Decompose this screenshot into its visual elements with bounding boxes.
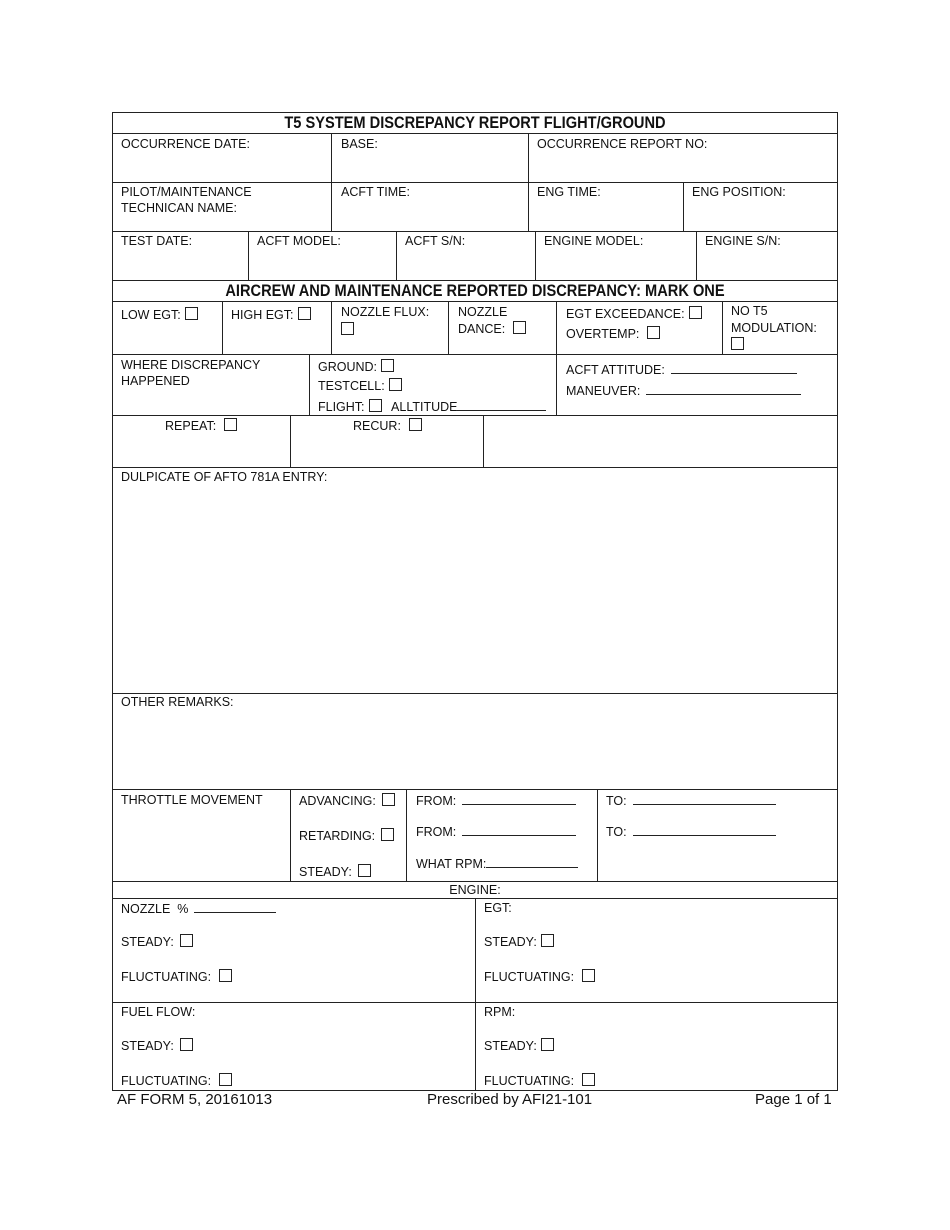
section-title: AIRCREW AND MAINTENANCE REPORTED DISCREPANCY: MARK ONE (225, 281, 725, 300)
altitude-line[interactable] (457, 398, 546, 411)
acft-sn-label: ACFT S/N: (405, 234, 466, 248)
recur-field (353, 418, 422, 434)
rpm-steady-label: STEADY: (484, 1039, 537, 1053)
advancing-checkbox[interactable] (382, 793, 395, 806)
nozzle-percent-label: NOZZLE % (121, 902, 189, 916)
border-left (112, 112, 113, 1091)
egt-steady-label: STEADY: (484, 935, 537, 949)
overtemp-checkbox[interactable] (647, 326, 660, 339)
fuel-flow-label: FUEL FLOW: (121, 1005, 196, 1019)
nozzle-dance-label-2: DANCE: (458, 322, 506, 336)
retarding-label: RETARDING: (299, 829, 376, 843)
row-line (112, 301, 838, 302)
acft-model-label: ACFT MODEL: (257, 234, 341, 248)
form-title: T5 SYSTEM DISCREPANCY REPORT FLIGHT/GROUND (284, 113, 666, 132)
fuel-steady-label: STEADY: (121, 1039, 174, 1053)
pilot-name-label: PILOT/MAINTENANCE TECHNICAN NAME: (121, 185, 252, 215)
advancing-label: ADVANCING: (299, 794, 376, 808)
nozzle-steady-field (121, 934, 193, 950)
col-line (528, 133, 529, 231)
no-t5-checkbox[interactable] (731, 337, 744, 350)
what-rpm-field (416, 855, 578, 872)
egt-exceedance-checkbox[interactable] (689, 306, 702, 319)
overtemp-field (566, 326, 660, 342)
what-rpm-line[interactable] (486, 855, 578, 868)
duplicate-entry-label: DULPICATE OF AFTO 781A ENTRY: (121, 470, 328, 484)
nozzle-dance-field (458, 321, 526, 337)
no-t5-box (731, 337, 744, 353)
testcell-label: TESTCELL: (318, 379, 385, 393)
repeat-checkbox[interactable] (224, 418, 237, 431)
where-label: WHERE DISCREPANCY HAPPENED (121, 358, 261, 388)
maneuver-label: MANEUVER: (566, 384, 641, 398)
col-line (448, 301, 449, 354)
advancing-field (299, 793, 395, 809)
prescribed-by: Prescribed by AFI21-101 (427, 1091, 593, 1108)
nozzle-percent-field (121, 900, 276, 917)
throttle-steady-checkbox[interactable] (358, 864, 371, 877)
col-line (222, 301, 223, 354)
base-label: BASE: (341, 137, 378, 151)
other-remarks-label: OTHER REMARKS: (121, 695, 234, 709)
fuel-steady-field (121, 1038, 193, 1054)
to-line-2[interactable] (633, 823, 776, 836)
retarding-field (299, 828, 394, 844)
form-id: AF FORM 5, 20161013 (117, 1091, 273, 1108)
flight-checkbox[interactable] (369, 399, 382, 412)
acft-attitude-line[interactable] (671, 361, 797, 374)
throttle-steady-label: STEADY: (299, 865, 352, 879)
egt-fluctuating-checkbox[interactable] (582, 969, 595, 982)
fuel-fluctuating-field (121, 1073, 232, 1089)
recur-label: RECUR: (353, 419, 401, 433)
repeat-label: REPEAT: (165, 419, 217, 433)
nozzle-fluctuating-field (121, 969, 232, 985)
nozzle-fluctuating-label: FLUCTUATING: (121, 970, 212, 984)
altitude-label: ALLTITUDE (391, 400, 458, 414)
no-t5-label-2: MODULATION: (731, 321, 817, 335)
col-line (556, 301, 557, 354)
row-line (112, 182, 838, 183)
col-line (331, 301, 332, 354)
testcell-field (318, 378, 402, 394)
repeat-field (165, 418, 237, 434)
acft-attitude-field (566, 361, 797, 378)
rpm-fluctuating-checkbox[interactable] (582, 1073, 595, 1086)
nozzle-steady-label: STEADY: (121, 935, 174, 949)
low-egt-field (121, 307, 198, 323)
ground-checkbox[interactable] (381, 359, 394, 372)
nozzle-flux-checkbox[interactable] (341, 322, 354, 335)
from-line-2[interactable] (462, 823, 576, 836)
no-t5-label-1: NO T5 (731, 304, 768, 318)
testcell-checkbox[interactable] (389, 378, 402, 391)
nozzle-flux-box (341, 322, 354, 338)
col-line (483, 415, 484, 467)
fuel-fluctuating-label: FLUCTUATING: (121, 1074, 212, 1088)
engine-label: ENGINE: (449, 883, 501, 897)
rpm-fluctuating-field (484, 1073, 595, 1089)
to-label-2: TO: (606, 825, 627, 839)
to-field-1 (606, 792, 776, 809)
egt-steady-field (484, 934, 554, 950)
egt-label: EGT: (484, 901, 512, 915)
col-line (290, 789, 291, 881)
from-label-2: FROM: (416, 825, 457, 839)
row-line (112, 467, 838, 468)
retarding-checkbox[interactable] (381, 828, 394, 841)
row-line (112, 354, 838, 355)
overtemp-label: OVERTEMP: (566, 327, 640, 341)
from-field-1 (416, 792, 576, 809)
from-line-1[interactable] (462, 792, 576, 805)
row-line (112, 231, 838, 232)
engine-sn-label: ENGINE S/N: (705, 234, 781, 248)
flight-field (318, 398, 546, 415)
fuel-steady-checkbox[interactable] (180, 1038, 193, 1051)
maneuver-field (566, 382, 801, 399)
from-field-2 (416, 823, 576, 840)
recur-checkbox[interactable] (409, 418, 422, 431)
egt-fluctuating-field (484, 969, 595, 985)
rpm-steady-checkbox[interactable] (541, 1038, 554, 1051)
col-line (475, 898, 476, 1090)
col-line (290, 415, 291, 467)
throttle-movement-label: THROTTLE MOVEMENT (121, 793, 263, 807)
nozzle-flux-label: NOZZLE FLUX: (341, 305, 430, 319)
ground-label: GROUND: (318, 360, 378, 374)
to-line-1[interactable] (633, 792, 776, 805)
col-line (406, 789, 407, 881)
ground-field (318, 359, 394, 375)
occurrence-report-no-label: OCCURRENCE REPORT NO: (537, 137, 708, 151)
col-line (309, 354, 310, 415)
col-line (597, 789, 598, 881)
nozzle-fluctuating-checkbox[interactable] (219, 969, 232, 982)
to-label-1: TO: (606, 794, 627, 808)
rpm-label: RPM: (484, 1005, 516, 1019)
occurrence-date-label: OCCURRENCE DATE: (121, 137, 250, 151)
page-number: Page 1 of 1 (755, 1091, 832, 1108)
high-egt-label: HIGH EGT: (231, 308, 294, 322)
row-line (112, 415, 838, 416)
maneuver-line[interactable] (646, 382, 801, 395)
test-date-label: TEST DATE: (121, 234, 193, 248)
eng-position-label: ENG POSITION: (692, 185, 786, 199)
nozzle-dance-checkbox[interactable] (513, 321, 526, 334)
rpm-steady-field (484, 1038, 554, 1054)
nozzle-steady-checkbox[interactable] (180, 934, 193, 947)
col-line (248, 231, 249, 280)
egt-exceedance-label: EGT EXCEEDANCE: (566, 307, 685, 321)
border-right (837, 112, 838, 1091)
low-egt-checkbox[interactable] (185, 307, 198, 320)
high-egt-checkbox[interactable] (298, 307, 311, 320)
egt-exceedance-field (566, 306, 702, 322)
col-line (722, 301, 723, 354)
acft-attitude-label: ACFT ATTITUDE: (566, 363, 665, 377)
row-line (112, 789, 838, 790)
high-egt-field (231, 307, 311, 323)
col-line (396, 231, 397, 280)
row-line (112, 133, 838, 134)
col-line (556, 354, 557, 415)
to-field-2 (606, 823, 776, 840)
engine-model-label: ENGINE MODEL: (544, 234, 644, 248)
eng-time-label: ENG TIME: (537, 185, 601, 199)
fuel-fluctuating-checkbox[interactable] (219, 1073, 232, 1086)
col-line (535, 231, 536, 280)
col-line (331, 133, 332, 231)
acft-time-label: ACFT TIME: (341, 185, 410, 199)
throttle-steady-field (299, 864, 371, 880)
flight-label: FLIGHT: (318, 400, 365, 414)
nozzle-percent-line[interactable] (194, 900, 276, 913)
col-line (683, 182, 684, 231)
nozzle-dance-label-1: NOZZLE (458, 305, 508, 319)
egt-steady-checkbox[interactable] (541, 934, 554, 947)
from-label-1: FROM: (416, 794, 457, 808)
what-rpm-label: WHAT RPM: (416, 857, 487, 871)
egt-fluctuating-label: FLUCTUATING: (484, 970, 575, 984)
rpm-fluctuating-label: FLUCTUATING: (484, 1074, 575, 1088)
low-egt-label: LOW EGT: (121, 308, 181, 322)
col-line (696, 231, 697, 280)
